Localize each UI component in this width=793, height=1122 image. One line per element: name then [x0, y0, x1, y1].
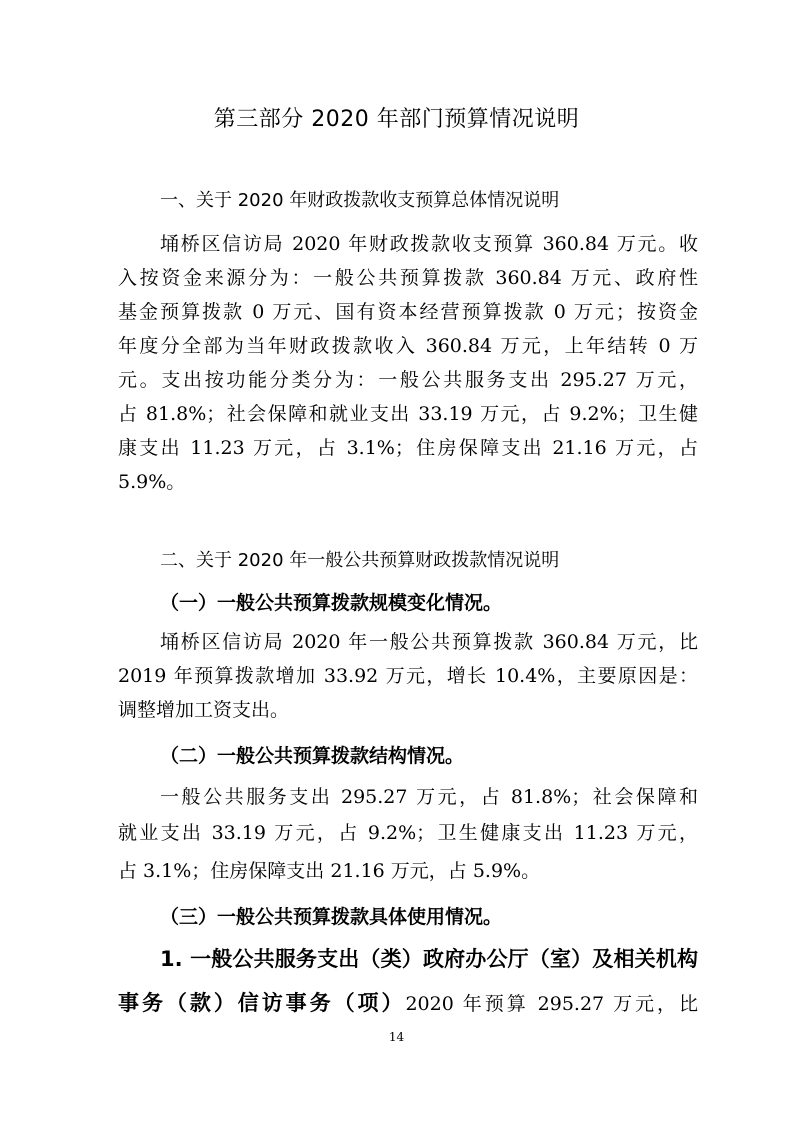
paragraph-line: 埇桥区信访局 2020 年一般公共预算拨款 360.84 万元，比 [160, 631, 698, 653]
item-1-budget-text: 2020 年预算 295.27 万元，比 [405, 993, 698, 1015]
item-1-line-2 [118, 988, 698, 1019]
section-2-heading: 二、关于 2020 年一般公共预算财政拨款情况说明 [160, 550, 560, 571]
paragraph-line: 元。支出按功能分类分为：一般公共服务支出 295.27 万元， [118, 369, 698, 391]
subsection-2-heading: （二）一般公共预算拨款结构情况。 [160, 745, 465, 767]
section-1-heading: 一、关于 2020 年财政拨款收支预算总体情况说明 [160, 190, 560, 211]
paragraph-line: 占 81.8%；社会保障和就业支出 33.19 万元，占 9.2%；卫生健 [118, 403, 698, 425]
item-1-category-label: 事务（款）信访事务（项） [118, 991, 406, 1015]
paragraph-line: 年度分全部为当年财政拨款收入 360.84 万元，上年结转 0 万 [118, 335, 698, 357]
item-1-title: 1. 一般公共服务支出（类）政府办公厅（室）及相关机构 [160, 947, 698, 971]
paragraph-line: 基金预算拨款 0 万元、国有资本经营预算拨款 0 万元；按资金 [118, 301, 698, 323]
page-number: 14 [388, 1030, 405, 1044]
paragraph-line: 就业支出 33.19 万元，占 9.2%；卫生健康支出 11.23 万元， [118, 822, 698, 844]
paragraph-line: 入按资金来源分为：一般公共预算拨款 360.84 万元、政府性 [118, 267, 698, 289]
paragraph-line: 5.9%。 [118, 471, 186, 493]
subsection-3-heading: （三）一般公共预算拨款具体使用情况。 [160, 906, 503, 928]
paragraph-line: 埇桥区信访局 2020 年财政拨款收支预算 360.84 万元。收 [160, 233, 698, 255]
paragraph-line: 2019 年预算拨款增加 33.92 万元，增长 10.4%，主要原因是： [118, 665, 698, 687]
subsection-1-heading: （一）一般公共预算拨款规模变化情况。 [160, 592, 503, 614]
paragraph-line: 调整增加工资支出。 [118, 699, 290, 721]
paragraph-line: 康支出 11.23 万元，占 3.1%；住房保障支出 21.16 万元，占 [118, 437, 698, 459]
paragraph-line: 一般公共服务支出 295.27 万元，占 81.8%；社会保障和 [160, 786, 698, 808]
paragraph-line: 占 3.1%；住房保障支出 21.16 万元，占 5.9%。 [118, 860, 541, 882]
page-title: 第三部分 2020 年部门预算情况说明 [213, 107, 580, 132]
